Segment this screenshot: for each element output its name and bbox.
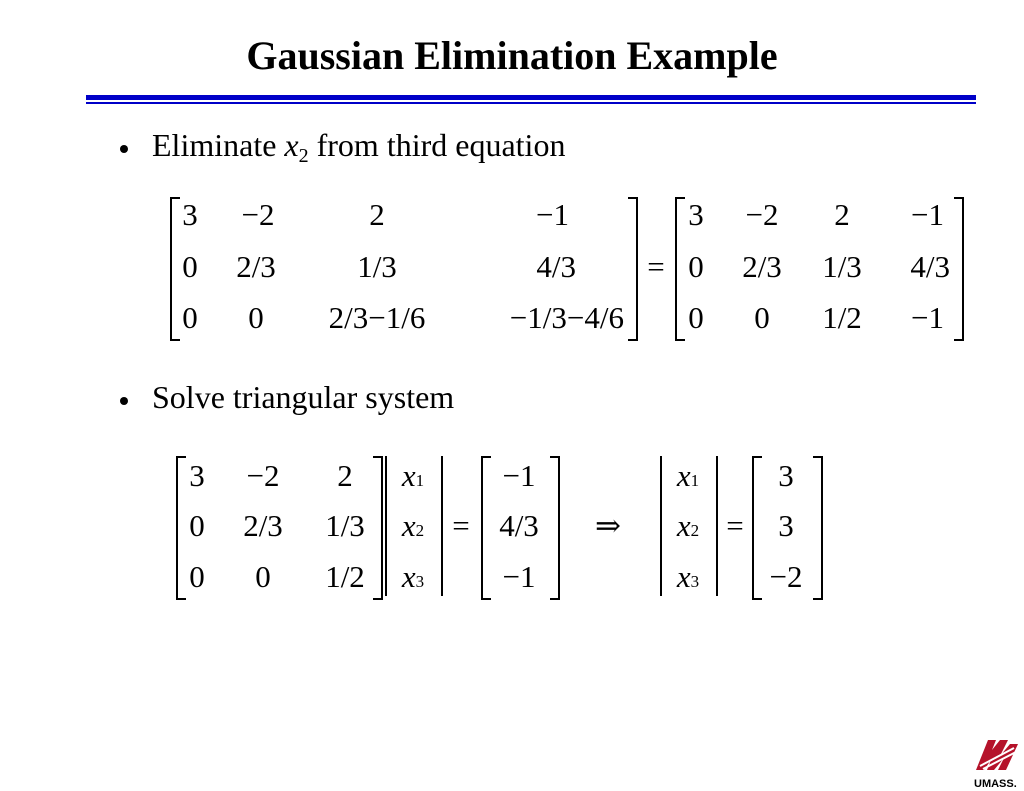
vector-bar xyxy=(385,456,387,596)
matrix-cell: −1 xyxy=(911,197,944,232)
right-bracket xyxy=(628,197,638,341)
solution-cell: 3 xyxy=(778,508,794,543)
vector-variable: x3 xyxy=(676,559,700,594)
left-bracket xyxy=(752,456,762,600)
matrix-cell: 2/3 xyxy=(243,508,283,543)
matrix-cell: 1/3 xyxy=(822,249,862,284)
matrix-cell: −2 xyxy=(241,197,275,232)
bullet-eliminate xyxy=(152,127,566,167)
vector-variable: x1 xyxy=(401,458,425,493)
vector-bar xyxy=(660,456,662,596)
matrix-cell: 0 xyxy=(688,249,704,284)
umass-logo xyxy=(974,736,1020,788)
equals-sign: = xyxy=(647,249,665,284)
matrix-cell: 0 xyxy=(182,249,198,284)
matrix-cell: 1/2 xyxy=(325,559,365,594)
matrix-cell: 0 xyxy=(688,300,704,335)
vector-variable: x1 xyxy=(676,458,700,493)
umass-logo-icon xyxy=(974,736,1020,772)
vector-cell: 4/3 xyxy=(499,508,539,543)
vector-variable: x3 xyxy=(401,559,425,594)
vector-cell: −1 xyxy=(502,559,536,594)
vector-variable: x2 xyxy=(676,508,700,543)
matrix-cell: 1/2 xyxy=(822,300,862,335)
bullet-dot xyxy=(120,145,128,153)
equals-sign: = xyxy=(726,508,744,543)
matrix-cell: −1 xyxy=(911,300,944,335)
implies-arrow: ⇒ xyxy=(595,508,621,543)
umass-logo-text: UMASS. xyxy=(974,778,1017,790)
vector-bar xyxy=(716,456,718,596)
matrix-cell: 2 xyxy=(337,458,353,493)
right-bracket xyxy=(813,456,823,600)
matrix-cell: 0 xyxy=(248,300,264,335)
matrix-cell: 4/3 xyxy=(910,249,950,284)
matrix-cell: 2 xyxy=(369,197,385,232)
matrix-cell: 2/3−1/6 xyxy=(328,300,426,335)
title-underline-thick xyxy=(86,95,976,100)
left-bracket xyxy=(675,197,685,341)
matrix-cell: −2 xyxy=(745,197,779,232)
matrix-cell: 1/3 xyxy=(357,249,397,284)
matrix-cell: 2/3 xyxy=(236,249,276,284)
matrix-cell: 4/3 xyxy=(536,249,576,284)
variable-x: x xyxy=(284,127,299,163)
matrix-cell: −1/3−4/6 xyxy=(509,300,624,335)
equals-sign: = xyxy=(452,508,470,543)
left-bracket xyxy=(170,197,180,341)
page-title: Gaussian Elimination Example xyxy=(246,33,778,78)
right-bracket xyxy=(550,456,560,600)
bullet-prefix: Eliminate xyxy=(152,127,285,163)
matrix-cell: 0 xyxy=(182,300,198,335)
vector-cell: −1 xyxy=(502,458,536,493)
matrix-cell: 0 xyxy=(189,508,205,543)
left-bracket xyxy=(176,456,186,600)
matrix-cell: −1 xyxy=(536,197,569,232)
matrix-cell: 3 xyxy=(189,458,205,493)
matrix-cell: 3 xyxy=(688,197,704,232)
variable-subscript: 2 xyxy=(298,145,309,167)
solution-cell: −2 xyxy=(769,559,803,594)
matrix-cell: 2/3 xyxy=(742,249,782,284)
vector-bar xyxy=(441,456,443,596)
right-bracket xyxy=(373,456,383,600)
matrix-cell: 1/3 xyxy=(325,508,365,543)
right-bracket xyxy=(954,197,964,341)
left-bracket xyxy=(481,456,491,600)
bullet-solve: Solve triangular system xyxy=(152,379,455,415)
matrix-cell: −2 xyxy=(246,458,280,493)
vector-variable: x2 xyxy=(401,508,425,543)
matrix-cell: 2 xyxy=(834,197,850,232)
matrix-cell: 0 xyxy=(754,300,770,335)
matrix-cell: 3 xyxy=(182,197,198,232)
title-underline-thin xyxy=(86,102,976,104)
matrix-cell: 0 xyxy=(255,559,271,594)
matrix-cell: 0 xyxy=(189,559,205,594)
solution-cell: 3 xyxy=(778,458,794,493)
bullet-suffix: from third equation xyxy=(308,127,566,163)
bullet-dot xyxy=(120,397,128,405)
